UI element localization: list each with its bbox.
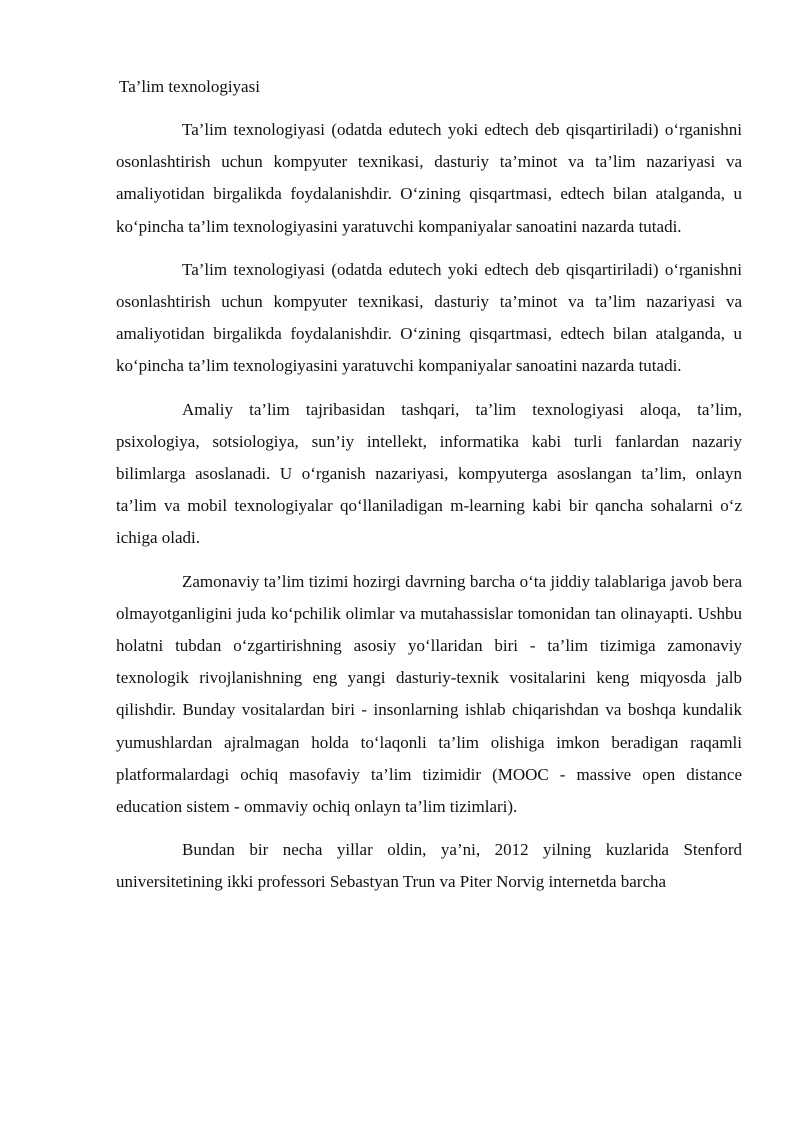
- document-page: [116, 76, 742, 910]
- paragraph-3: Amaliy ta’lim tajribasidan tashqari, ta’lim texnologiyasi aloqa, ta’lim, psixologiya, sotsiologiya, sun’iy intellekt, informatika kabi turli fanlardan nazariy bilimlarga asoslanadi. U o‘rganish nazariyasi, kompyuterga asoslangan ta’lim, onlayn ta’lim va mobil texnologiyalar qo‘llaniladigan m-learning kabi bir qancha sohalarni o‘z ichiga oladi.: [116, 399, 742, 548]
- paragraph-1: Ta’lim texnologiyasi (odatda edutech yoki edtech deb qisqartiriladi) o‘rganishni osonlashtirish uchun kompyuter texnikasi, dasturiy ta’minot va ta’lim nazariyasi va amaliyotidan birgalikda foydalanishdir. O‘zining qisqartmasi, edtech bilan atalganda, u ko‘pincha ta’lim texnologiyasini yaratuvchi kompaniyalar sanoatini nazarda tutadi.: [116, 120, 742, 236]
- paragraph-4: Zamonaviy ta’lim tizimi hozirgi davrning barcha o‘ta jiddiy talablariga javob bera olmayotganligini juda ko‘pchilik olimlar va mutahassislar tomonidan tan olinayapti. Ushbu holatni tubdan o‘zgartirishning asosiy yo‘llaridan biri - ta’lim tizimiga zamonaviy texnologik rivojlanishning eng yangi dasturiy-texnik vositalarini keng miqyosda jalb qilishdir. Bunday vositalardan biri - insonlarning ishlab chiqarishdan va boshqa kundalik yumushlardan ajralmagan holda to‘laqonli ta’lim olishiga imkon beradigan raqamli platformalardagi ochiq masofaviy ta’lim tizimidir (MOOC - massive open distance education sistem - ommaviy ochiq onlayn ta’lim tizimlari).: [116, 571, 742, 817]
- paragraph-5: Bundan bir necha yillar oldin, ya’ni, 2012 yilning kuzlarida Stenford universitetining ikki professori Sebastyan Trun va Piter Norvig internetda barcha: [116, 840, 742, 892]
- document-title: Ta’lim texnologiyasi: [119, 77, 260, 96]
- paragraph-2: Ta’lim texnologiyasi (odatda edutech yoki edtech deb qisqartiriladi) o‘rganishni osonlashtirish uchun kompyuter texnikasi, dasturiy ta’minot va ta’lim nazariyasi va amaliyotidan birgalikda foydalanishdir. O‘zining qisqartmasi, edtech bilan atalganda, u ko‘pincha ta’lim texnologiyasini yaratuvchi kompaniyalar sanoatini nazarda tutadi.: [116, 259, 742, 376]
